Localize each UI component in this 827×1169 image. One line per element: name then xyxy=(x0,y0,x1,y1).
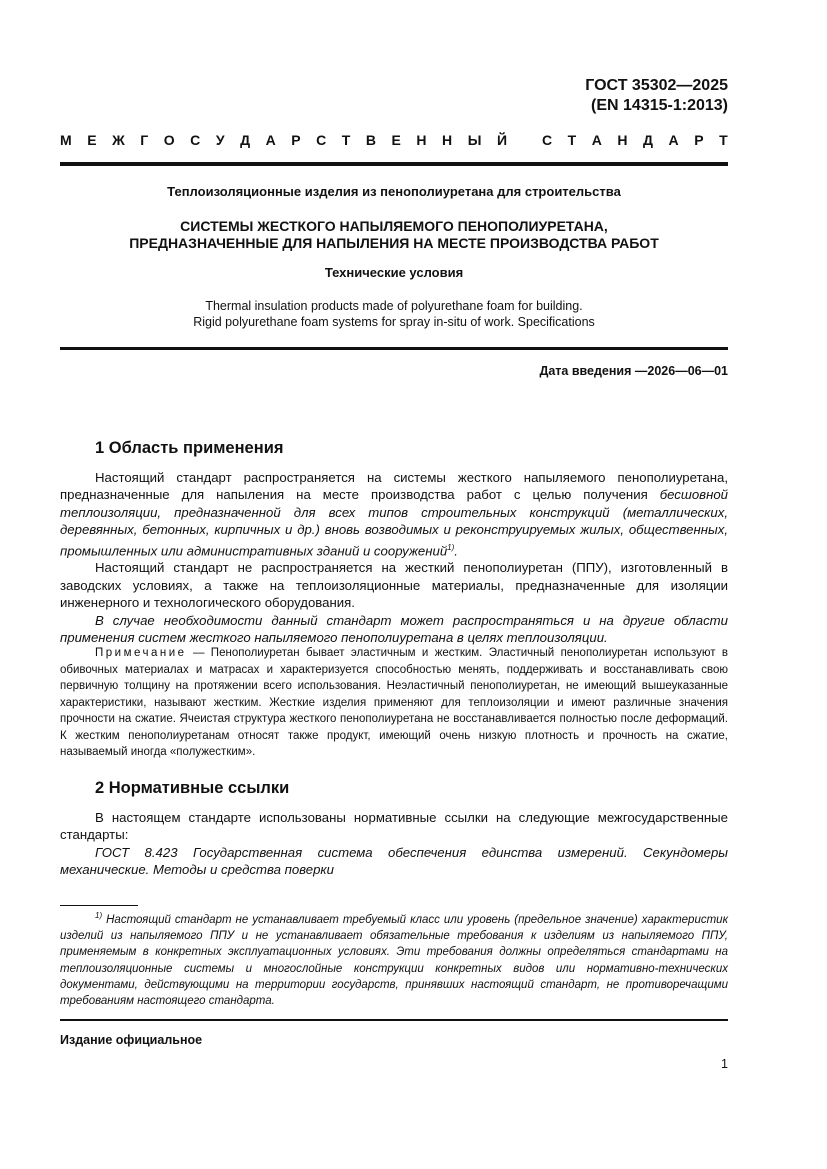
paragraph: Настоящий стандарт не распространяется на жесткий пенополиуретан (ППУ), изготовленный в заводских условиях, а также на теплоизоляционные материалы, предназначенные для изоляции инженерного и технологического оборудования. xyxy=(60,560,728,611)
banner-letter: Г xyxy=(140,132,149,148)
main-title-line-1: СИСТЕМЫ ЖЕСТКОГО НАПЫЛЯЕМОГО ПЕНОПОЛИУРЕТАНА, xyxy=(180,218,608,234)
banner-letter: У xyxy=(215,132,225,148)
english-title-line-1: Thermal insulation products made of polyurethane foam for building. xyxy=(205,299,583,313)
paragraph: Настоящий стандарт распространяется на системы жесткого напыляемого пенополиуретана, предназначенные для напыления на месте производства работ с целью получения бесшовной теплоизоляции, предназначенной для всех типов строительных конструкций (металлических, деревянных, бетонных, кирпичных и др.) вновь возводимых и реконструируемых жилых, общественных, промышленных или административных зданий и сооружений$^{1)}$. xyxy=(60,470,728,559)
en-number: (EN 14315-1:2013) xyxy=(591,97,728,114)
banner-gap xyxy=(523,132,527,148)
note-text: — Пенополиуретан бывает эластичным и жестким. Эластичный пенополиуретан используют в обивочных материалах и матрасах и характеризуется способностью менять, поддерживать и восстанавливать свою первичную толщину на протяжении всего использования. Неэластичный пенополиуретан, не имеющий вышеуказанные характеристики, называют жестким. Жесткие изделия применяют для теплоизоляции и имеют различные значения прочности на сжатие. Ячеистая структура жесткого пенополиуретана не восстанавливается полностью после деформаций. К жестким пенополиуретанам относят также продукт, имеющий очень низкую плотность и прочность на сжатие, называемый иногда «полужестким». xyxy=(60,647,728,758)
banner-letter: Д xyxy=(643,132,654,148)
paragraph: В случае необходимости данный стандарт может распространяться и на другие области применения систем жесткого напыляемого пенополиуретана в целях теплоизоляции. xyxy=(60,612,728,646)
banner-letter: В xyxy=(365,132,376,148)
footnote-separator xyxy=(60,905,138,906)
document-designation xyxy=(585,76,728,116)
technical-conditions: Технические условия xyxy=(324,265,464,280)
banner-letter: Е xyxy=(391,132,401,148)
english-title xyxy=(60,298,728,330)
footnote-text: Настоящий стандарт не устанавливает требуемый класс или уровень (предельное значение) характеристик изделий из напыляемого ППУ и не устанавливает обязательные требования к изделиям из напыляемого ППУ, применяемым в конкретных эксплуатационных условиях. Эти требования должны определяться стандартами на теплоизоляционные системы и многослойные конструкции конкретных видов или нормативно-технических документами, действующими на территории государств, принявших настоящий стандарт, не противоречащими требованиям настоящего стандарта. xyxy=(60,913,728,1008)
banner-letter: Т xyxy=(567,132,577,148)
gost-number: ГОСТ 35302—2025 xyxy=(585,77,728,94)
footnote-marker: 1) xyxy=(95,911,103,920)
section-1-body xyxy=(60,469,728,646)
introduction-date: Дата введения —2026—06—01 xyxy=(539,364,728,378)
banner-letter: С xyxy=(541,132,553,148)
section-2-heading: 2 Нормативные ссылки xyxy=(95,779,290,797)
banner-letter: Р xyxy=(694,132,704,148)
official-edition: Издание официальное xyxy=(60,1033,203,1047)
footnote-ref[interactable]: 1) xyxy=(447,542,455,552)
banner-letter: С xyxy=(190,132,201,148)
banner-letter: Ы xyxy=(467,132,482,148)
note-label: Примечание xyxy=(95,647,187,659)
bottom-rule xyxy=(60,1019,728,1021)
section-1-heading: 1 Область применения xyxy=(95,439,284,457)
banner-letter: Н xyxy=(617,132,628,148)
main-title xyxy=(60,218,728,252)
banner-letter: Т xyxy=(719,132,728,148)
paragraph: ГОСТ 8.423 Государственная система обеспечения единства измерений. Секундомеры механические. Методы и средства поверки xyxy=(60,844,728,878)
paragraph: В настоящем стандарте использованы нормативные ссылки на следующие межгосударственные стандарты: xyxy=(60,810,728,843)
title-rule xyxy=(60,347,728,350)
banner-letter: С xyxy=(316,132,327,148)
page-number: 1 xyxy=(721,1057,728,1071)
english-title-line-2: Rigid polyurethane foam systems for spray in-situ of work. Specifications xyxy=(193,315,595,329)
top-rule xyxy=(60,162,728,166)
banner-letter: А xyxy=(591,132,602,148)
main-title-line-2: ПРЕДНАЗНАЧЕННЫЕ ДЛЯ НАПЫЛЕНИЯ НА МЕСТЕ ПРОИЗВОДСТВА РАБОТ xyxy=(129,235,659,251)
banner-letter: Е xyxy=(87,132,97,148)
banner-letter: Н xyxy=(442,132,453,148)
banner-letter: О xyxy=(163,132,175,148)
banner-letter: М xyxy=(60,132,72,148)
banner-letter: Н xyxy=(416,132,427,148)
banner-letter: А xyxy=(265,132,276,148)
banner-letter: Д xyxy=(240,132,251,148)
banner-letter: Р xyxy=(291,132,301,148)
note xyxy=(60,645,728,761)
banner-letter: Т xyxy=(341,132,351,148)
subtitle: Теплоизоляционные изделия из пенополиуретана для строительства xyxy=(167,184,621,199)
banner-letter: Й xyxy=(496,132,508,148)
section-2-body xyxy=(60,809,728,879)
footnote xyxy=(60,908,728,1010)
banner-letter: А xyxy=(668,132,679,148)
banner-letter: Ж xyxy=(112,132,125,148)
interstate-standard-banner xyxy=(60,132,728,148)
